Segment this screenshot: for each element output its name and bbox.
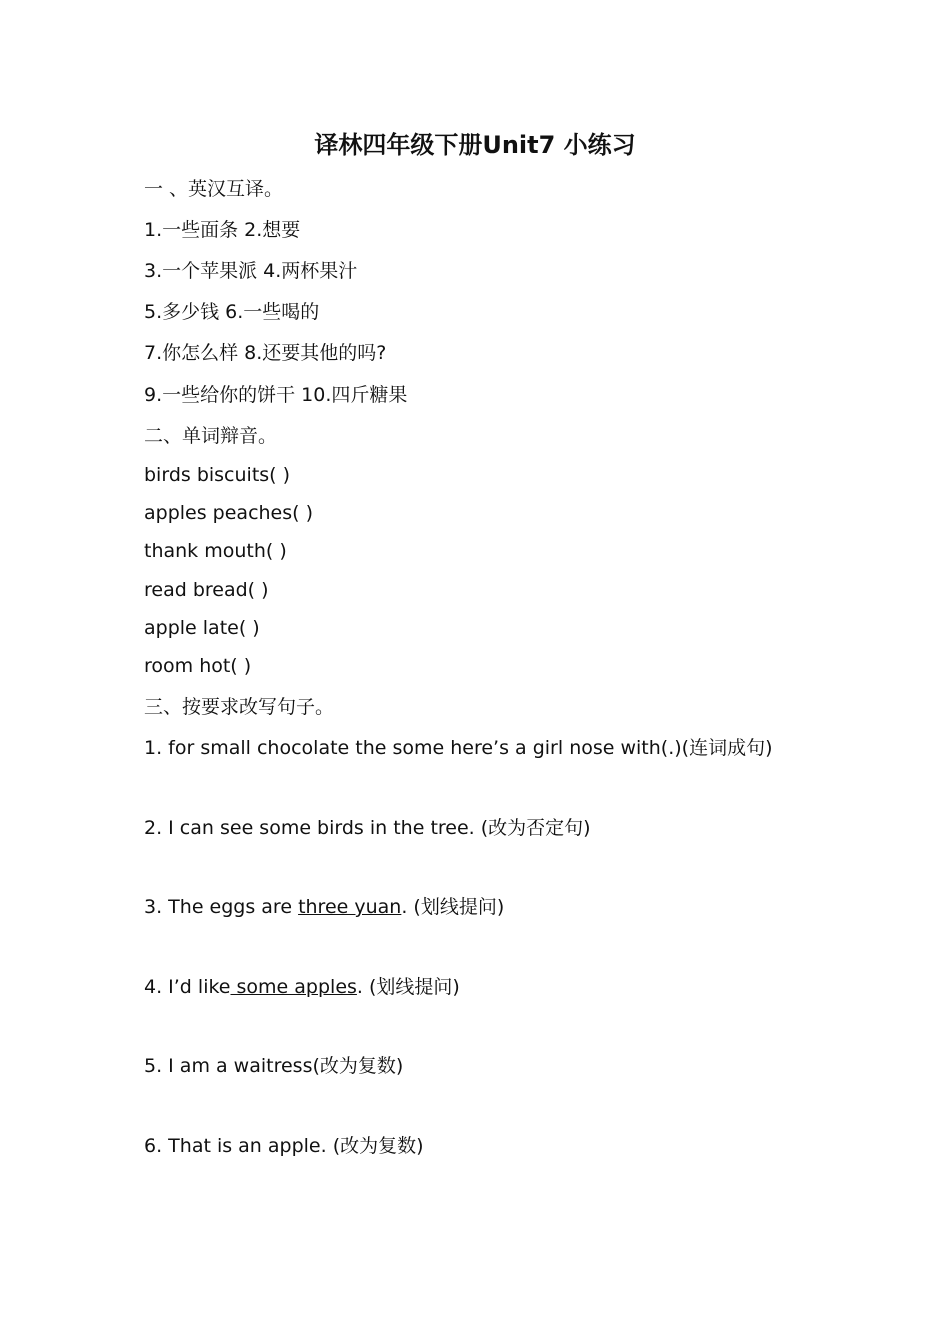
section2-item-6: room hot( ) xyxy=(144,655,252,677)
section3-question-2: 2. I can see some birds in the tree. (改为否定句) xyxy=(144,817,591,839)
section2-item-5: apple late( ) xyxy=(144,617,260,639)
section1-item-1: 1.一些面条 2.想要 xyxy=(144,219,301,241)
section2-item-1: birds biscuits( ) xyxy=(144,464,291,486)
question-4-text-after: . (划线提问) xyxy=(356,976,460,998)
section1-item-3: 5.多少钱 6.一些喝的 xyxy=(144,301,320,323)
section1-item-2: 3.一个苹果派 4.两杯果汁 xyxy=(144,260,358,282)
section2-item-3: thank mouth( ) xyxy=(144,540,287,562)
section1-item-5: 9.一些给你的饼干 10.四斤糖果 xyxy=(144,384,408,406)
question-3-text-after: . (划线提问) xyxy=(401,896,505,918)
section2-heading: 二、单词辩音。 xyxy=(144,425,278,447)
question-3-underlined-text: three yuan xyxy=(298,896,402,918)
question-4-text-before: 4. I’d like xyxy=(144,976,231,998)
page-title: 译林四年级下册Unit7 小练习 xyxy=(314,131,636,159)
question-3-text-before: 3. The eggs are xyxy=(144,896,299,918)
section1-item-4: 7.你怎么样 8.还要其他的吗? xyxy=(144,342,387,364)
section3-question-6: 6. That is an apple. (改为复数) xyxy=(144,1135,424,1157)
section3-question-3 xyxy=(144,894,504,920)
question-4-underlined-text: some apples xyxy=(230,976,357,998)
section3-question-4 xyxy=(144,974,460,1000)
section3-question-1: 1. for small chocolate the some here’s a girl nose with(.)(连词成句) xyxy=(144,737,773,759)
section3-heading: 三、按要求改写句子。 xyxy=(144,696,335,718)
section2-item-2: apples peaches( ) xyxy=(144,502,314,524)
section1-heading: 一 、英汉互译。 xyxy=(144,178,284,200)
section2-item-4: read bread( ) xyxy=(144,579,269,601)
section3-question-5: 5. I am a waitress(改为复数) xyxy=(144,1055,404,1077)
